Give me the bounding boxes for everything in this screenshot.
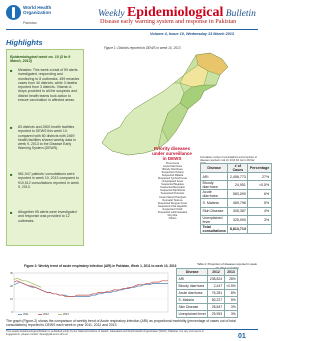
legend-label: 2013 <box>63 313 69 316</box>
table-header-row <box>201 164 272 173</box>
priority-item: Suspected Typhoid Fever <box>157 177 188 181</box>
bullet-icon: ■ <box>10 210 13 215</box>
priority-item: Suspected Meningitis <box>160 186 185 190</box>
cell: S. Malaria <box>177 297 208 304</box>
cell: 50,227 <box>208 297 224 304</box>
cell: 24,951 <box>228 181 248 190</box>
bullet-icon: ■ <box>10 172 13 177</box>
cumulative-consultations-table <box>200 163 272 234</box>
priority-item: Suspected Cholera <box>161 171 184 175</box>
priority-item: Suspected Pertussis <box>160 192 185 196</box>
cell: 2,447 <box>208 283 224 290</box>
cell: 76,281 <box>208 290 224 297</box>
who-logo-icon <box>6 5 21 20</box>
cell: 238,824 <box>209 277 223 281</box>
legend-label: 2012 <box>43 313 49 316</box>
table-total-row <box>201 224 272 233</box>
highlight-text-4: Altogether 95 alerts were investigated and response was provided to 12 outbreaks. <box>18 210 77 223</box>
cell: Skin Disease <box>177 304 208 311</box>
cell: <0.5% <box>226 284 236 288</box>
priority-item: Pneumonia <box>165 162 180 165</box>
priority-diseases-list <box>150 162 195 220</box>
highlights-week-title: Epidemiological week no. 10 (3 to 9 March, 2013) <box>10 55 71 63</box>
cell: 4% <box>248 207 271 215</box>
priority-diseases-title: Priority diseases under surveillance in DEWS <box>152 146 192 161</box>
org-line1: World Health <box>23 5 52 10</box>
table1-caption: Cumulative number of consultations and proportion of diseases reported in wk 10, 2013 (02 Jan to 09 Mar <box>200 156 257 162</box>
table-row <box>177 311 238 318</box>
table-row <box>177 297 238 304</box>
org-name <box>23 5 63 15</box>
title-pre: Weekly <box>98 9 127 19</box>
col-header: Disease <box>201 164 228 173</box>
legend-label: 2011 <box>23 313 29 316</box>
proportion-diseases-table <box>176 268 238 318</box>
table-row <box>177 283 238 290</box>
priority-item: Neonatal Tetanus <box>162 198 183 202</box>
priority-item: Bloody Diarrhoea <box>162 168 183 172</box>
cell: Acute diarrhoea <box>201 190 228 199</box>
priority-item: Suspected Malaria <box>161 174 184 178</box>
cell: Skin Disease <box>201 207 228 215</box>
cell: 25,993 <box>208 311 224 318</box>
cell: 325,090 <box>228 215 248 224</box>
cell: ARI <box>201 173 228 181</box>
table-row <box>201 181 272 190</box>
col-header: 2012 <box>208 269 224 276</box>
cell: 3% <box>248 215 271 224</box>
cell: 5% <box>224 297 238 304</box>
cell <box>248 224 271 233</box>
cell: 5% <box>248 199 271 207</box>
priority-item: Suspected Dengue Fever <box>157 201 188 205</box>
footer-text: This weekly Epidemiological Bulletin is published jointly by the National Institute of Health, Islamabad and World Health Organization (WHO), Pakistan. For any comments or suggestions, please contact: dews@pak.emro.who.int <box>6 330 206 340</box>
cell: Acute diarrhoea <box>177 290 208 297</box>
priority-item: Unexplained Fever <box>161 180 184 184</box>
table-row <box>201 173 272 181</box>
priority-item: Suspected Diphtheria <box>160 189 185 193</box>
cell: 305,387 <box>228 207 248 215</box>
org-line2: Organization <box>23 10 52 15</box>
cell: Bloody diarrhoea <box>201 181 228 190</box>
bullet-icon: ■ <box>10 125 13 130</box>
table-row <box>201 215 272 224</box>
table-row <box>201 190 272 199</box>
col-header: # of Cases <box>228 164 248 173</box>
cell: <0.5% <box>248 181 271 190</box>
series-line-2012 <box>14 281 168 297</box>
cell: 2,456,773 <box>228 173 248 181</box>
cell: Total consultations <box>202 224 226 233</box>
priority-item: Suspected Leishmaniasis <box>157 210 188 214</box>
section-title: Highlights <box>6 38 43 47</box>
highlight-text-2: 83 districts and 2500 health facilities reported to DEWS this week 10, compared with 80 districts with 2469 health facilities shared weekly data in week 9, 2013 to the Disease Early Warning System (DEWS). <box>18 125 76 151</box>
cell: Bloody diarrhoea <box>177 283 208 290</box>
cell: 3% <box>224 311 238 318</box>
page-number: 01 <box>238 333 246 340</box>
table-row <box>177 304 238 311</box>
y-tick-label: 20 <box>10 285 13 288</box>
chart-title: Figure 2: Weekly trend of acute respiratory infection (ARI) in Pakistan, Week 1, 2011 to week 10, 2013 <box>24 264 177 268</box>
priority-item: Acute Flaccid Paralysis <box>159 195 186 199</box>
y-tick-label: 30 <box>10 272 13 275</box>
table2-caption: Table 2: Proportion of diseases reported in week <box>197 262 257 266</box>
cell: 3% <box>224 304 238 311</box>
priority-item: Others <box>168 216 177 220</box>
cell: 583,090 <box>228 190 248 199</box>
col-header: 2013 <box>224 269 238 276</box>
table-row <box>201 207 272 215</box>
cell: 28% <box>224 276 238 283</box>
cell: 28,847 <box>208 304 224 311</box>
figure1-title: Figure 1: Districts reported to DEWS in week 10, 2013 <box>104 46 181 50</box>
title-main: Epidemiological <box>126 5 224 20</box>
cell: ARI <box>177 276 208 283</box>
col-header: Percentage <box>248 164 271 173</box>
highlight-text-1: Measles: This week a total of 59 alerts investigated, responding and monitoring to 8 outbreaks. 459 measles cases from 40 districts, while 3 deaths reported from 3 districts. Vitamin A drops provided to all the suspects and district health teams took action to ensure vaccination in affected areas. <box>18 68 80 103</box>
cell: Unexplained fever <box>178 312 206 316</box>
header-divider <box>6 29 258 30</box>
y-tick-label: 0 <box>11 311 13 314</box>
priority-item: Suspected Measles <box>161 183 184 187</box>
title-post: Bulletin <box>223 9 256 19</box>
highlight-text-3: 961,947 patients' consultations were reported in week 10, 2013 compared to 910,512 consultations reported in week 9, 2013. <box>18 172 79 189</box>
ari-trend-chart <box>6 270 170 316</box>
cell: 469,796 <box>228 199 248 207</box>
y-tick-label: 10 <box>10 298 13 301</box>
cell: 27% <box>248 173 271 181</box>
bulletin-subtitle: Disease early warning system and response in Pakistan <box>100 18 237 25</box>
cell: 8,813,713 <box>228 224 248 233</box>
priority-item: Acute Diarrhoea <box>163 165 182 169</box>
priority-item: Suspected Viral Hepatitis <box>158 204 187 208</box>
cell: S. Malaria <box>201 199 228 207</box>
cell: Unexplained fever <box>201 215 228 224</box>
bullet-icon: ■ <box>10 68 13 73</box>
table-row <box>177 290 238 297</box>
figure2-description: The graph (Figure-2) shows the comparison of weekly trend of Acute respiratory infection (ARI) as proportional morbidity (percentage of cases out of total consultations) reported to DEWS each week in year 2011, 2012 and 2013. <box>6 319 236 327</box>
chart-frame <box>11 273 168 314</box>
cell: 6% <box>248 190 271 199</box>
org-sub: Pakistan <box>23 21 37 25</box>
issue-line: Volume 4, Issue 10, Wednesday 13 March 2013 <box>150 32 234 36</box>
cell: 8% <box>224 290 238 297</box>
table-row <box>177 276 238 283</box>
priority-item: Dog bite <box>167 213 178 217</box>
priority-item: Suspected CCHF <box>162 207 183 211</box>
map-kp-region <box>180 65 208 87</box>
table-row <box>201 199 272 207</box>
table-header-row <box>177 269 238 276</box>
col-header: Disease <box>177 269 208 276</box>
